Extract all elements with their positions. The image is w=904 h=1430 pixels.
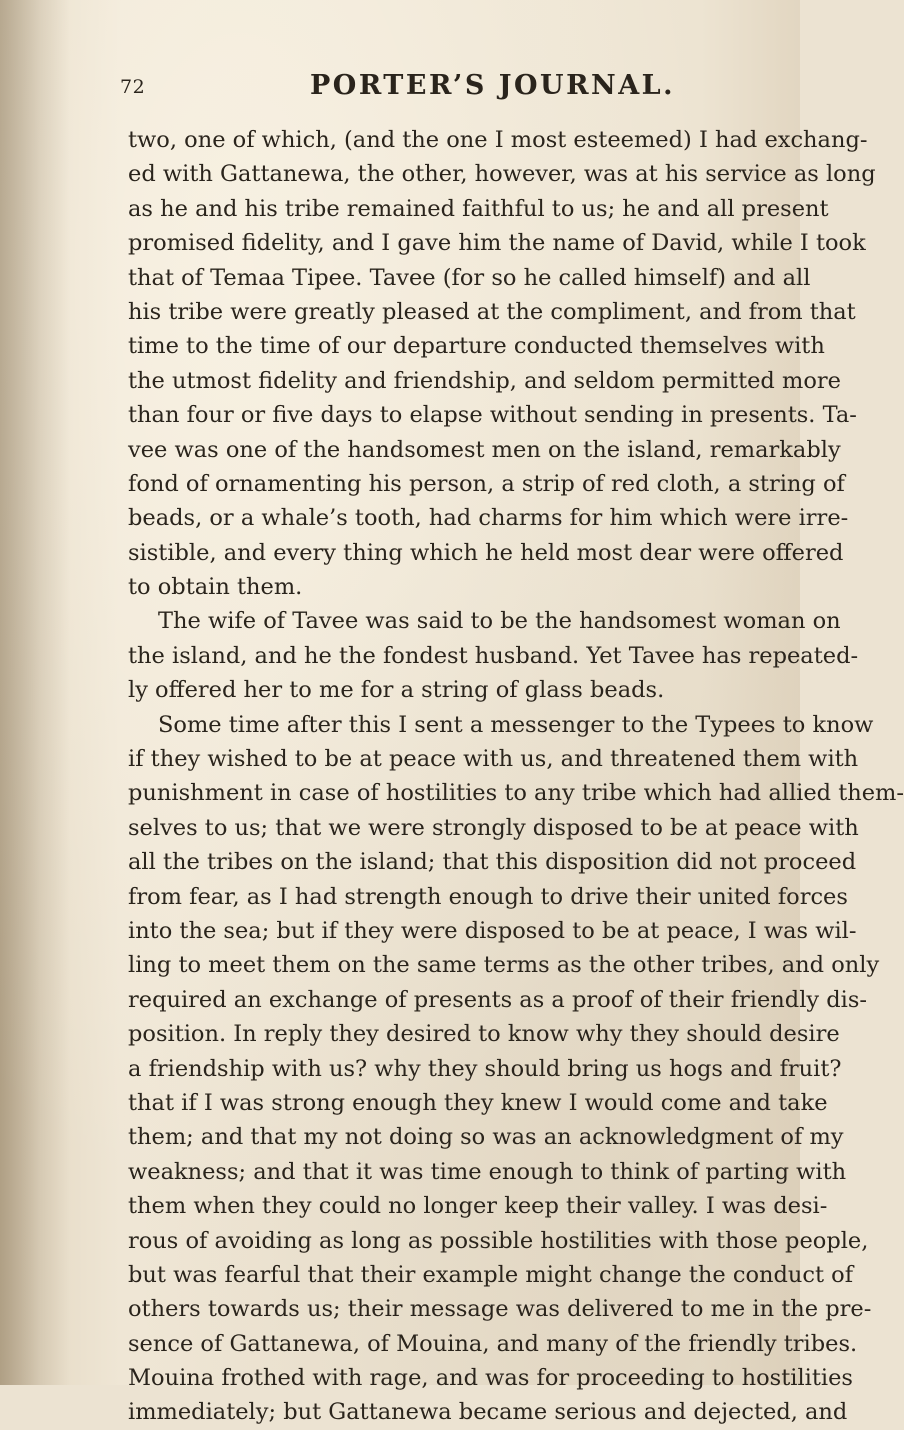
text-line: rous of avoiding as long as possible hostilities with those people, — [128, 1227, 869, 1254]
text-line: vee was one of the handsomest men on the island, remarkably — [128, 436, 841, 463]
text-line: that if I was strong enough they knew I would come and take — [128, 1089, 828, 1116]
paragraph-start-line: Some time after this I sent a messenger to the Typees to know — [158, 711, 874, 738]
text-line: ling to meet them on the same terms as the other tribes, and only — [128, 952, 880, 979]
page-number: 72 — [120, 76, 146, 98]
text-line: if they wished to be at peace with us, and threatened them with — [128, 746, 859, 773]
text-line: his tribe were greatly pleased at the compliment, and from that — [128, 298, 856, 325]
text-line: immediately; but Gattanewa became serious and dejected, and — [128, 1399, 848, 1426]
text-line: ly offered her to me for a string of glass beads. — [128, 677, 665, 704]
text-line: the island, and he the fondest husband. Yet Tavee has repeated- — [128, 642, 859, 669]
text-line: Mouina frothed with rage, and was for proceeding to hostilities — [128, 1365, 853, 1392]
running-head: PORTER’S JOURNAL. — [310, 70, 676, 101]
text-line: selves to us; that we were strongly disposed to be at peace with — [128, 814, 859, 841]
text-line: them when they could no longer keep their valley. I was desi- — [128, 1193, 828, 1220]
text-line: that of Temaa Tipee. Tavee (for so he called himself) and all — [128, 264, 811, 291]
text-line: time to the time of our departure conducted themselves with — [128, 333, 825, 360]
text-line: a friendship with us? why they should bring us hogs and fruit? — [128, 1055, 842, 1082]
gutter-shadow — [0, 0, 70, 1385]
text-line: all the tribes on the island; that this disposition did not proceed — [128, 849, 857, 876]
text-line: sistible, and every thing which he held most dear were offered — [128, 539, 844, 566]
text-line: the utmost fidelity and friendship, and seldom permitted more — [128, 367, 841, 394]
text-line: beads, or a whale’s tooth, had charms for him which were irre- — [128, 505, 849, 532]
text-line: fond of ornamenting his person, a strip of red cloth, a string of — [128, 470, 845, 497]
body-text — [128, 123, 904, 1430]
text-line: punishment in case of hostilities to any tribe which had allied them- — [128, 780, 904, 807]
text-line: but was fearful that their example might change the conduct of — [128, 1261, 854, 1288]
text-line: sence of Gattanewa, of Mouina, and many of the friendly tribes. — [128, 1330, 858, 1357]
text-line: two, one of which, (and the one I most esteemed) I had exchang- — [128, 127, 868, 153]
text-line: promised fidelity, and I gave him the name of David, while I took — [128, 230, 866, 257]
text-line: weakness; and that it was time enough to think of parting with — [128, 1158, 847, 1185]
text-line: than four or five days to elapse without sending in presents. Ta- — [128, 402, 857, 429]
paragraph-start-line: The wife of Tavee was said to be the handsomest woman on — [158, 608, 841, 635]
text-line: required an exchange of presents as a proof of their friendly dis- — [128, 986, 867, 1013]
text-line: others towards us; their message was delivered to me in the pre- — [128, 1296, 872, 1323]
text-line: them; and that my not doing so was an acknowledgment of my — [128, 1124, 844, 1151]
text-line: into the sea; but if they were disposed to be at peace, I was wil- — [128, 917, 857, 944]
text-line: ed with Gattanewa, the other, however, was at his service as long — [128, 161, 876, 188]
text-line: as he and his tribe remained faithful to us; he and all present — [128, 195, 829, 222]
text-line: position. In reply they desired to know why they should desire — [128, 1021, 840, 1048]
text-line: to obtain them. — [128, 574, 303, 601]
page-header — [120, 62, 740, 102]
text-line: from fear, as I had strength enough to drive their united forces — [128, 883, 848, 910]
